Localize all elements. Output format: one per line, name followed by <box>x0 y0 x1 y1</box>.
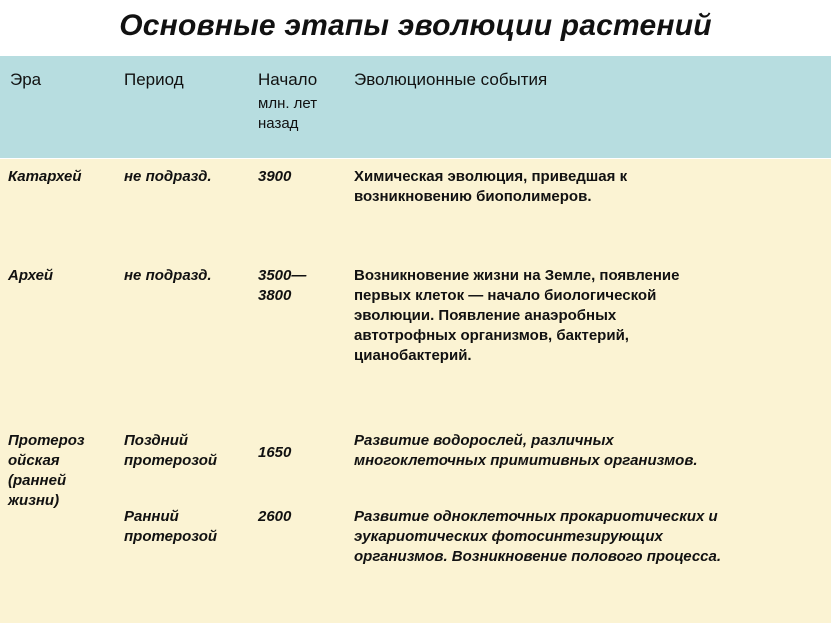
cell-line: возникновению биополимеров. <box>354 188 592 205</box>
cell-line: Развитие водорослей, различных <box>354 432 614 449</box>
row-start <box>258 443 291 463</box>
header-events: Эволюционные события <box>354 70 548 89</box>
cell-line: 3900 <box>258 168 292 185</box>
row-events <box>354 266 680 366</box>
cell-line: 3500— <box>258 267 307 284</box>
row-period <box>124 431 217 471</box>
cell-line: Поздний <box>124 432 189 449</box>
cell-line: Протероз <box>8 432 85 449</box>
cell-line: Катархей <box>8 168 82 185</box>
cell-line: первых клеток — начало биологической <box>354 287 657 304</box>
cell-line: многоклеточных примитивных организмов. <box>354 452 698 469</box>
row-era <box>8 431 85 511</box>
row-start <box>258 266 306 306</box>
cell-line: протерозой <box>124 528 218 545</box>
cell-line: ойская <box>8 452 60 469</box>
row-period <box>124 167 212 187</box>
cell-line: протерозой <box>124 452 218 469</box>
page-title: Основные этапы эволюции растений <box>119 9 712 42</box>
cell-line: Ранний <box>124 508 179 525</box>
evolution-table <box>0 56 831 623</box>
row-events <box>354 167 627 207</box>
cell-line: не подразд. <box>124 168 212 185</box>
cell-line: 3800 <box>258 287 292 304</box>
header-start-line: назад <box>258 115 299 132</box>
cell-line: Химическая эволюция, приведшая к <box>354 168 628 185</box>
cell-line: автотрофных организмов, бактерий, <box>354 327 629 344</box>
cell-line: (ранней <box>8 472 67 489</box>
row-era <box>8 266 53 286</box>
row-era <box>8 167 82 187</box>
row-period <box>124 507 217 547</box>
cell-line: жизни) <box>8 492 60 509</box>
cell-line: 2600 <box>258 508 292 525</box>
cell-line: Развитие одноклеточных прокариотических и <box>354 508 718 525</box>
cell-line: организмов. Возникновение полового процесса. <box>354 548 722 565</box>
header-start <box>258 69 317 134</box>
cell-line: не подразд. <box>124 267 212 284</box>
row-period <box>124 266 212 286</box>
cell-line: Возникновение жизни на Земле, появление <box>354 267 680 284</box>
row-events <box>354 507 721 567</box>
header-era: Эра <box>10 70 42 89</box>
cell-line: цианобактерий. <box>354 347 472 364</box>
row-start <box>258 507 291 527</box>
cell-line: эволюции. Появление анаэробных <box>354 307 617 324</box>
header-period: Период <box>124 70 184 89</box>
table-body <box>0 159 831 623</box>
table-header <box>0 56 831 159</box>
cell-line: Архей <box>8 267 54 284</box>
row-start <box>258 167 291 187</box>
header-start-line: млн. лет <box>258 95 318 112</box>
cell-line: эукариотических фотосинтезирующих <box>354 528 663 545</box>
header-start-line: Начало <box>258 70 318 89</box>
cell-line: 1650 <box>258 444 292 461</box>
row-events <box>354 431 698 471</box>
